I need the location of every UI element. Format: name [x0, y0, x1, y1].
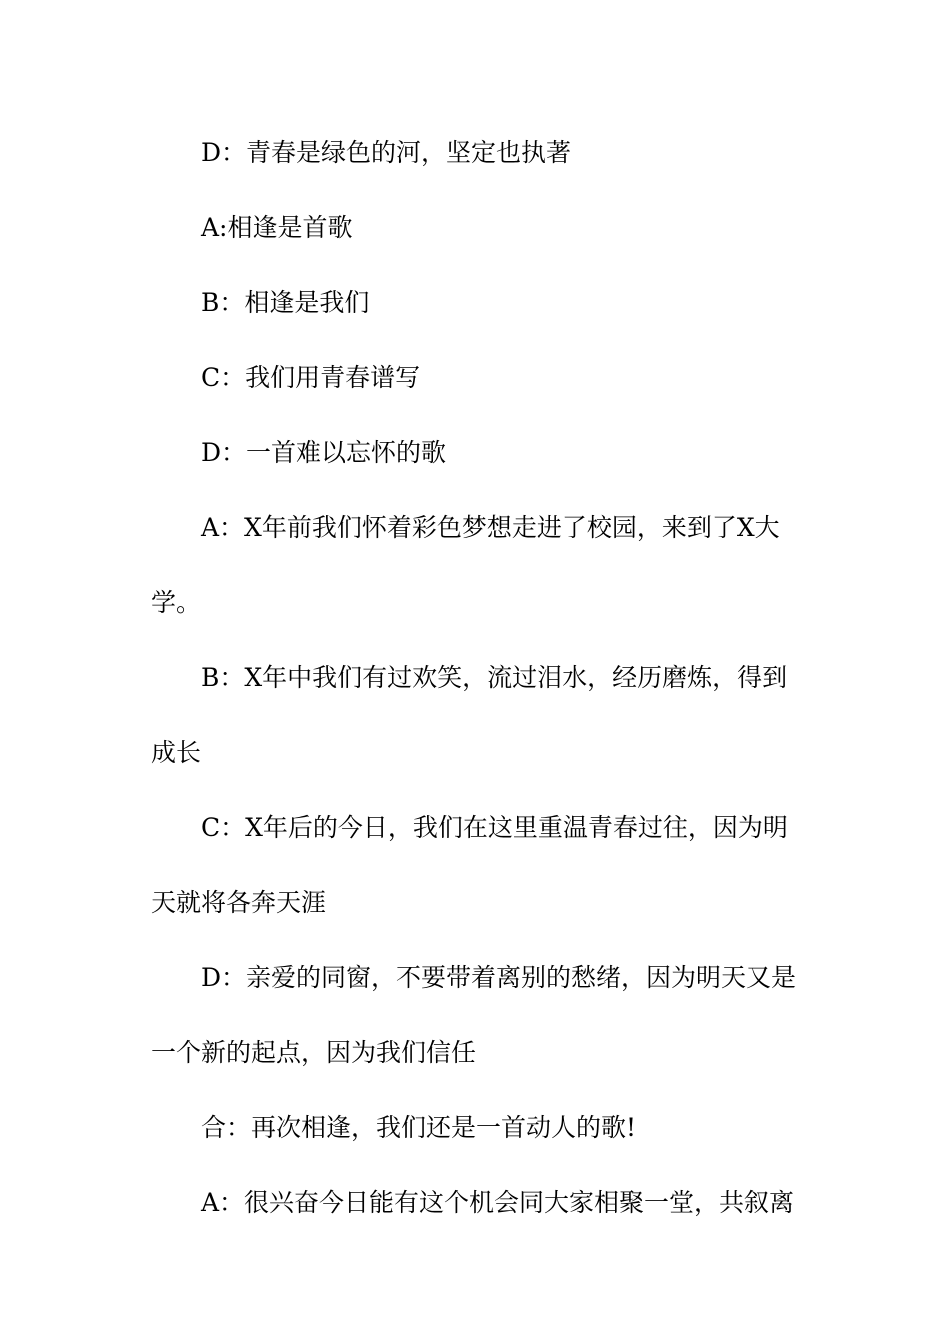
- paragraph-10: 合：再次相逢，我们还是一首动人的歌!: [201, 1113, 637, 1142]
- paragraph-11: A：很兴奋今日能有这个机会同大家相聚一堂，共叙离: [201, 1188, 795, 1217]
- paragraph-6: A：X年前我们怀着彩色梦想走进了校园，来到了X大学。: [151, 513, 780, 617]
- paragraph-3: B：相逢是我们: [201, 288, 370, 317]
- paragraph-8: C：X年后的今日，我们在这里重温青春过往，因为明天就将各奔天涯: [151, 813, 788, 917]
- paragraph-9: D：亲爱的同窗，不要带着离别的愁绪，因为明天又是一个新的起点，因为我们信任: [151, 963, 797, 1067]
- paragraph-2: A:相逢是首歌: [201, 213, 353, 242]
- paragraph-5: D：一首难以忘怀的歌: [201, 438, 447, 467]
- paragraph-7: B：X年中我们有过欢笑，流过泪水，经历磨炼，得到成长: [151, 663, 788, 767]
- paragraph-1: D：青春是绿色的河，坚定也执著: [201, 138, 572, 167]
- paragraph-4: C：我们用青春谱写: [201, 363, 421, 392]
